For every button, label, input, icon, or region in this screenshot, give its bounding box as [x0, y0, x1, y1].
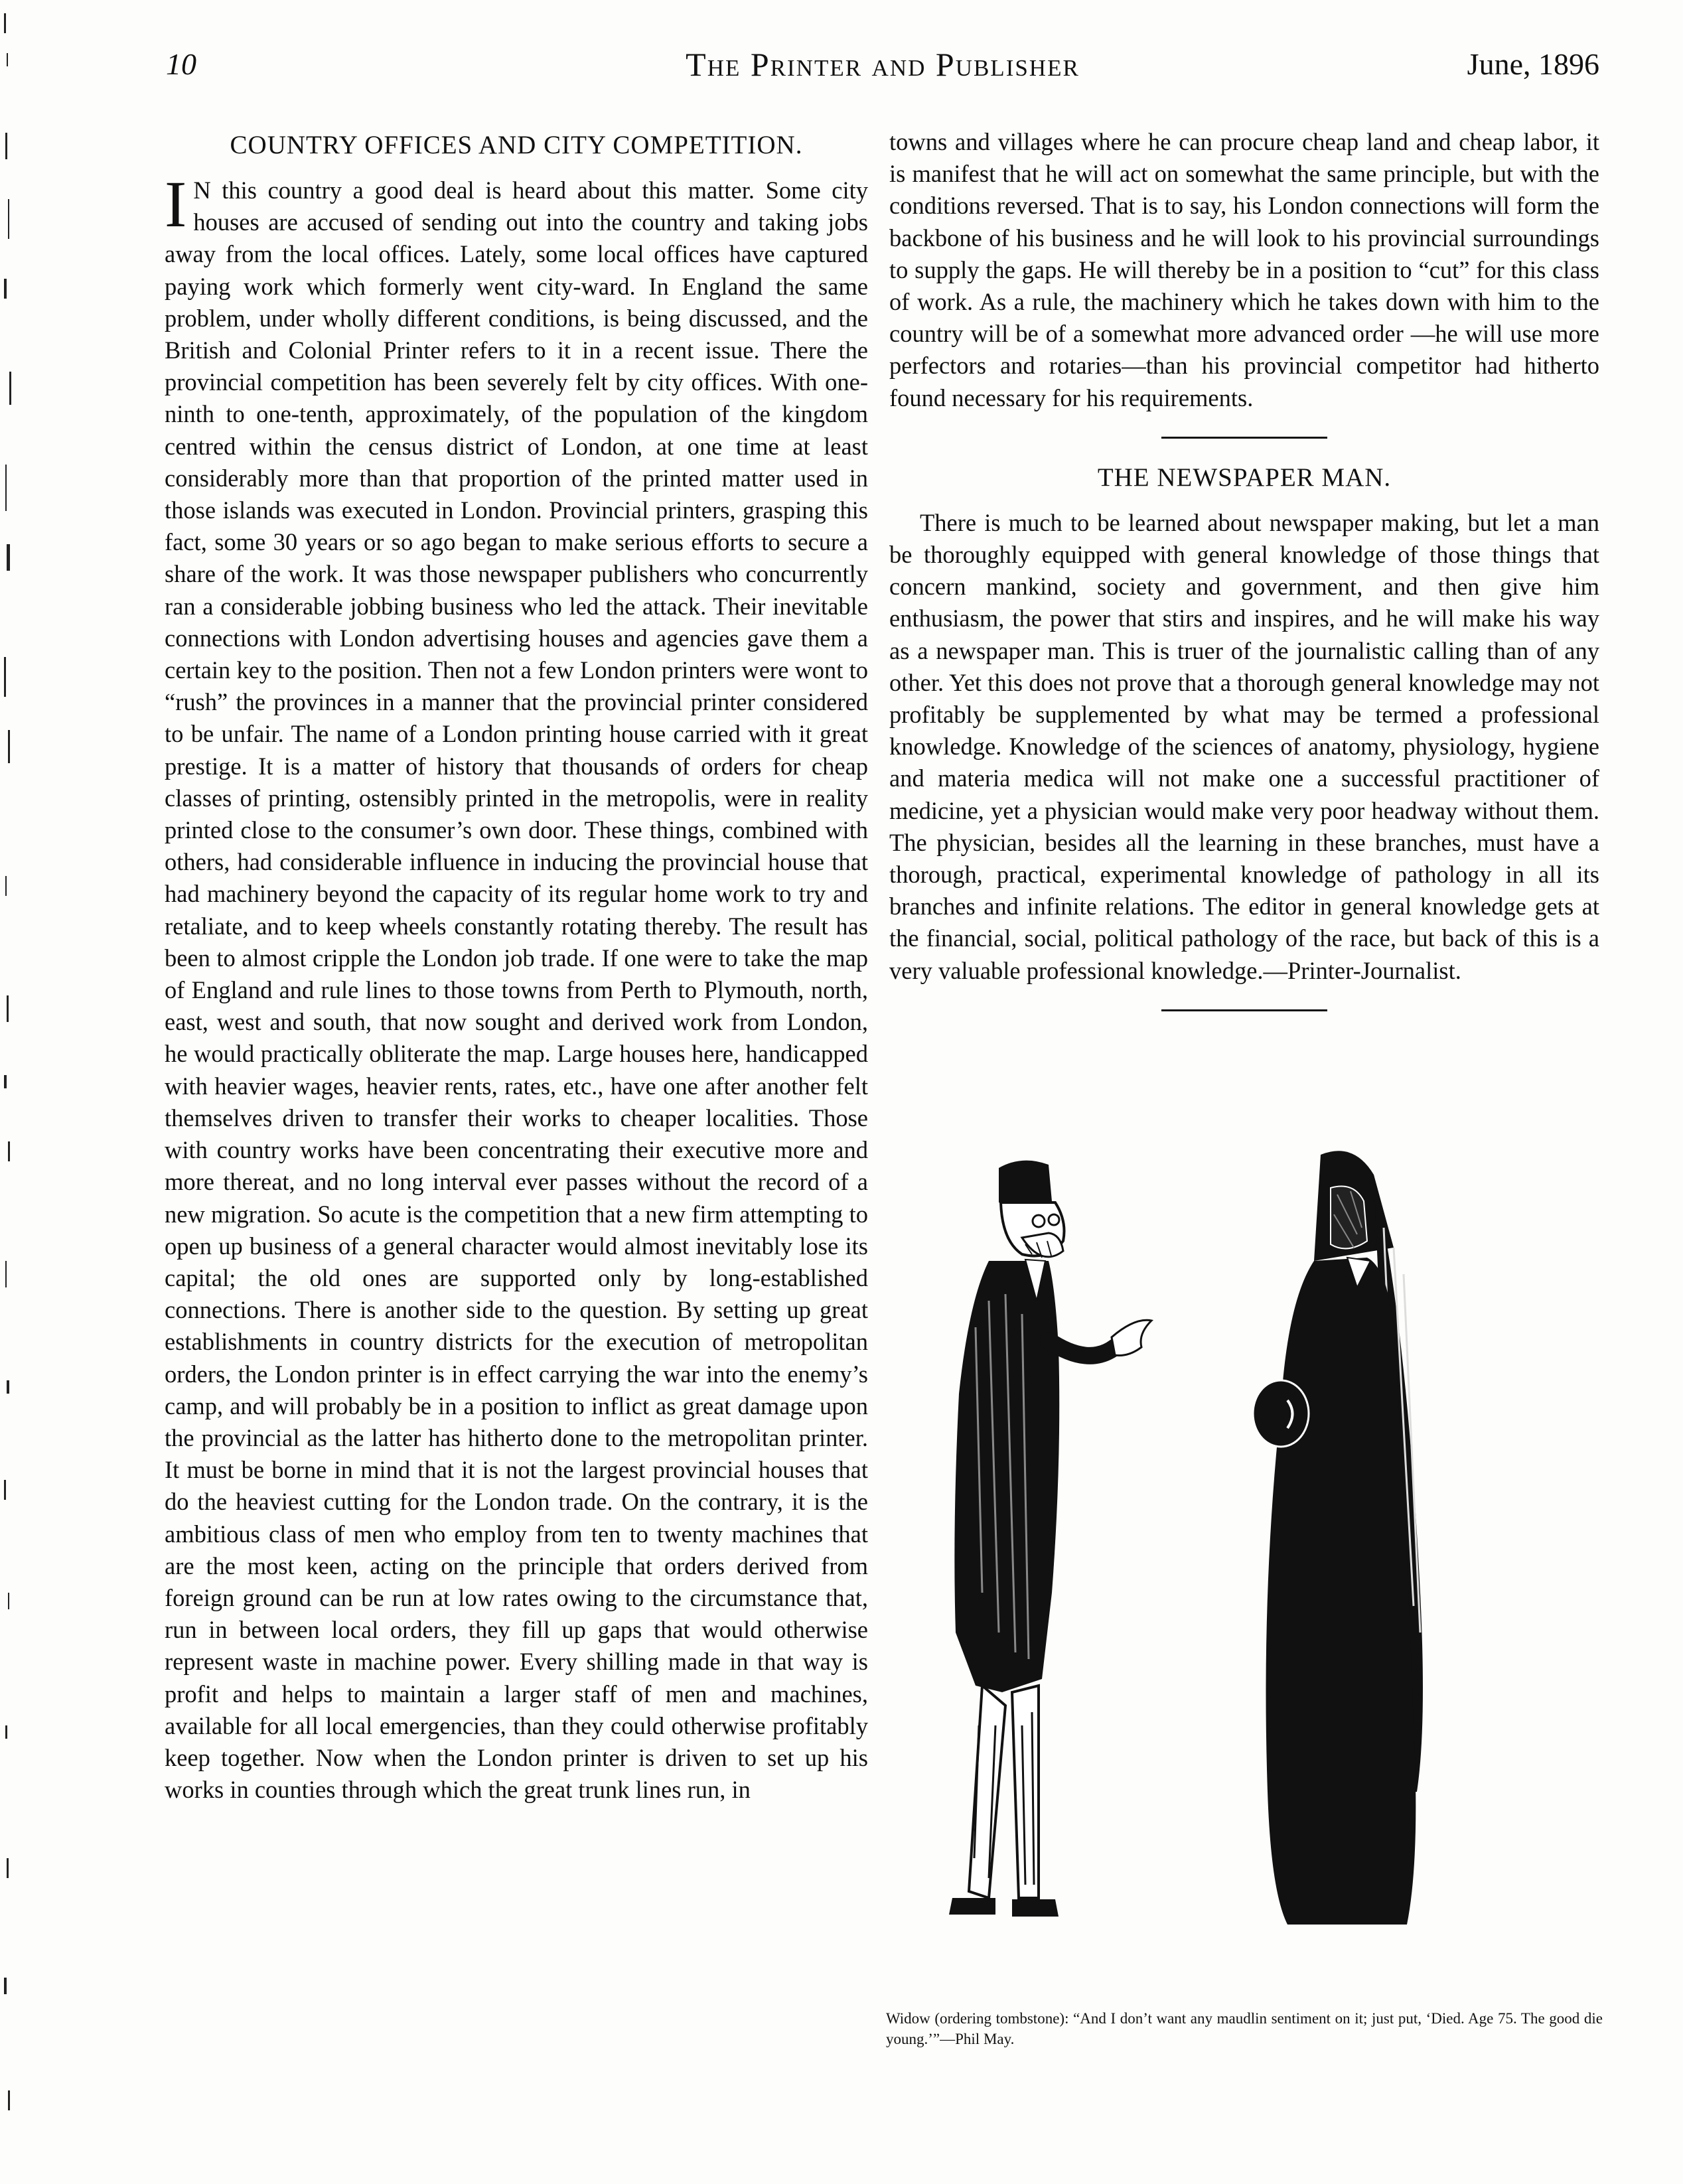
cartoon-illustration — [889, 1128, 1599, 2004]
section-divider-bottom — [1161, 1009, 1327, 1011]
article-body-country-offices — [165, 167, 868, 1806]
article-body-newspaper-man: There is much to be learned about newspaper making, but let a man be thoroughly equipped with general knowledge of those things that concern mankind, society and government, and then give him enthusiasm, the power that stirs and inspires, and he will make his way as a newspaper man. This is truer of the journalistic calling than of any other. Yet this does not prove that a thorough general knowledge may not profitably be supplemented by what may be termed a professional knowledge. Knowledge of the sciences of anatomy, physiology, hygiene and materia medica will not make one a successful practitioner of medicine, yet a physician would make very poor headway without them. The physician, besides all the learning in these branches, must have a thorough, practical, experimental knowledge of pathology in all its branches and infinite relations. The editor in general knowledge gets at the financial, social, political pathology of the race, but back of this is a very valuable professional knowledge.—Printer-Journalist. — [889, 508, 1599, 984]
publication-title: The Printer and Publisher — [686, 46, 1080, 83]
binding-edge-marks — [0, 0, 27, 2184]
page-number: 10 — [166, 47, 196, 81]
drop-cap: I — [165, 167, 187, 241]
right-column — [889, 126, 1599, 1035]
left-column — [165, 126, 868, 1806]
man-figure — [949, 1161, 1151, 1917]
cartoon-drawing — [889, 1128, 1599, 2004]
issue-date: June, 1896 — [1467, 47, 1599, 81]
article-continuation-country-offices: towns and villages where he can procure cheap land and cheap labor, it is manifest that he will act on somewhat the same principle, but with the conditions reversed. That is to say, his London connections will form the backbone of his business and he will look to his provincial surroundings to supply the gaps. He will thereby be in a position to “cut” for this class of work. As a rule, the machinery which he takes down with him to the country will be of a somewhat more advanced order —he will use more perfectors and rotaries—than his provincial competitor had hitherto found necessary for his requirements. — [889, 128, 1599, 411]
running-header — [166, 41, 1599, 94]
article-text-left: N this country a good deal is heard about this matter. Some city houses are accused of sending out into the country and taking jobs away from the local offices. Lately, some local offices have captured paying work which formerly went city-ward. In England the same problem, under wholly different conditions, is being discussed, and the British and Colonial Printer refers to it in a recent issue. There the provincial competition has been severely felt by city offices. With one-ninth to one-tenth, approximately, of the population of the kingdom centred within the census district of London, at one time at least considerably more than that proportion of the printed matter used in those islands was executed in London. Provincial printers, grasping this fact, some 30 years or so ago began to make serious efforts to secure a share of the work. It was those newspaper publishers who concurrently ran a considerable jobbing business who led the attack. Their inevitable connections with London advertising houses and agencies gave them a certain key to the position. Then not a few London printers were wont to “rush” the provinces in a manner that the provincial printer considered to be unfair. The name of a London printing house carried with it great prestige. It is a matter of history that thousands of orders for cheap classes of printing, ostensibly printed in the metropolis, were in reality printed close to the consumer’s own door. These things, combined with others, had considerable influence in inducing the provincial house that had machinery beyond the capacity of its regular home work to try and retaliate, and to keep wheels constantly rotating thereby. The result has been to almost cripple the London job trade. If one were to take the map of England and rule lines to those towns from Perth to Plymouth, north, east, west and south, that now sought and derived work from London, he would practically obliterate the map. Large houses here, handicapped with heavier wages, heavier rents, rates, etc., have one after another felt themselves driven to transfer their works to cheaper localities. Those with country works have been concentrating their executive more and more thereat, and no long interval ever passes without the record of a new migration. So acute is the competition that a new firm attempting to open up business of a general character would almost inevitably lose its capital; the old ones are supported only by long-established connections. There is another side to the question. By setting up great establishments in country districts for the execution of metropolitan orders, the London printer is in effect carrying the war into the enemy’s camp, and will probably be in a position to inflict as great damage upon the provincial as the latter has hitherto done to the metropolitan printer. It must be borne in mind that it is not the largest provincial houses that do the heaviest cutting for the London trade. On the contrary, it is the ambitious class of men who employ from ten to twenty machines that are the most keen, acting on the principle that orders derived from foreign ground can be run at low rates owing to the circumstance that, run in between local orders, they fill up gaps that would otherwise represent waste in machine power. Every shilling made in that way is profit and helps to maintain a larger staff of men and machines, available for all local emergencies, than they could otherwise profitably keep together. Now when the London printer is driven to set up his works in counties through which the great trunk lines run, in — [165, 177, 868, 1804]
article-title-country-offices: COUNTRY OFFICES AND CITY COMPETITION. — [230, 131, 803, 159]
widow-figure — [1253, 1151, 1423, 1925]
article-title-newspaper-man: THE NEWSPAPER MAN. — [1097, 463, 1392, 492]
cartoon-caption: Widow (ordering tombstone): “And I don’t want any maudlin sentiment on it; just put, ‘Died. Age 75. The good die young.’”—Phil May. — [886, 2010, 1603, 2047]
section-divider — [1161, 437, 1327, 439]
